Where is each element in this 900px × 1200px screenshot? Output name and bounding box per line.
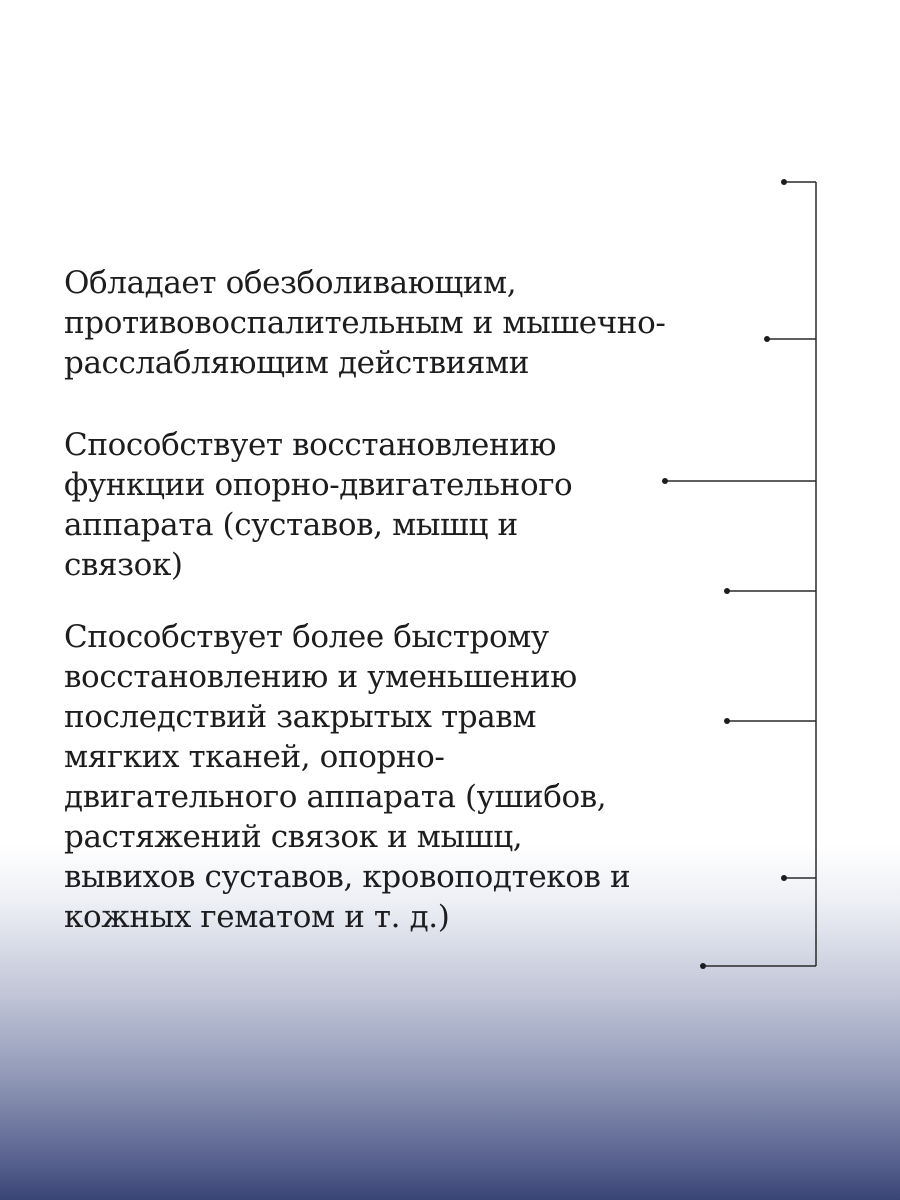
bracket-dot-5 bbox=[724, 718, 730, 724]
benefit-text-musculoskeletal: Способствует восстановлению функции опорно-двигательного аппарата (суставов, мышц и связок) bbox=[64, 427, 573, 583]
bracket-dot-4 bbox=[724, 588, 730, 594]
bracket-dot-3 bbox=[662, 478, 668, 484]
bracket-dot-2 bbox=[764, 336, 770, 342]
bracket-dot-7 bbox=[700, 963, 706, 969]
bracket-dot-6 bbox=[781, 875, 787, 881]
bracket-dot-1 bbox=[781, 179, 787, 185]
benefit-text-analgesic: Обладает обезболивающим, противовоспалительным и мышечно- расслабляющим действиями bbox=[64, 265, 666, 381]
benefit-text-recovery: Способствует более быстрому восстановлению и уменьшению последствий закрытых травм мягких тканей, опорно- двигательного аппарата (ушибов, растяжений связок и мышц, вывихов суставов, кровоподтеков и кожных гематом и т. д.) bbox=[64, 619, 631, 935]
